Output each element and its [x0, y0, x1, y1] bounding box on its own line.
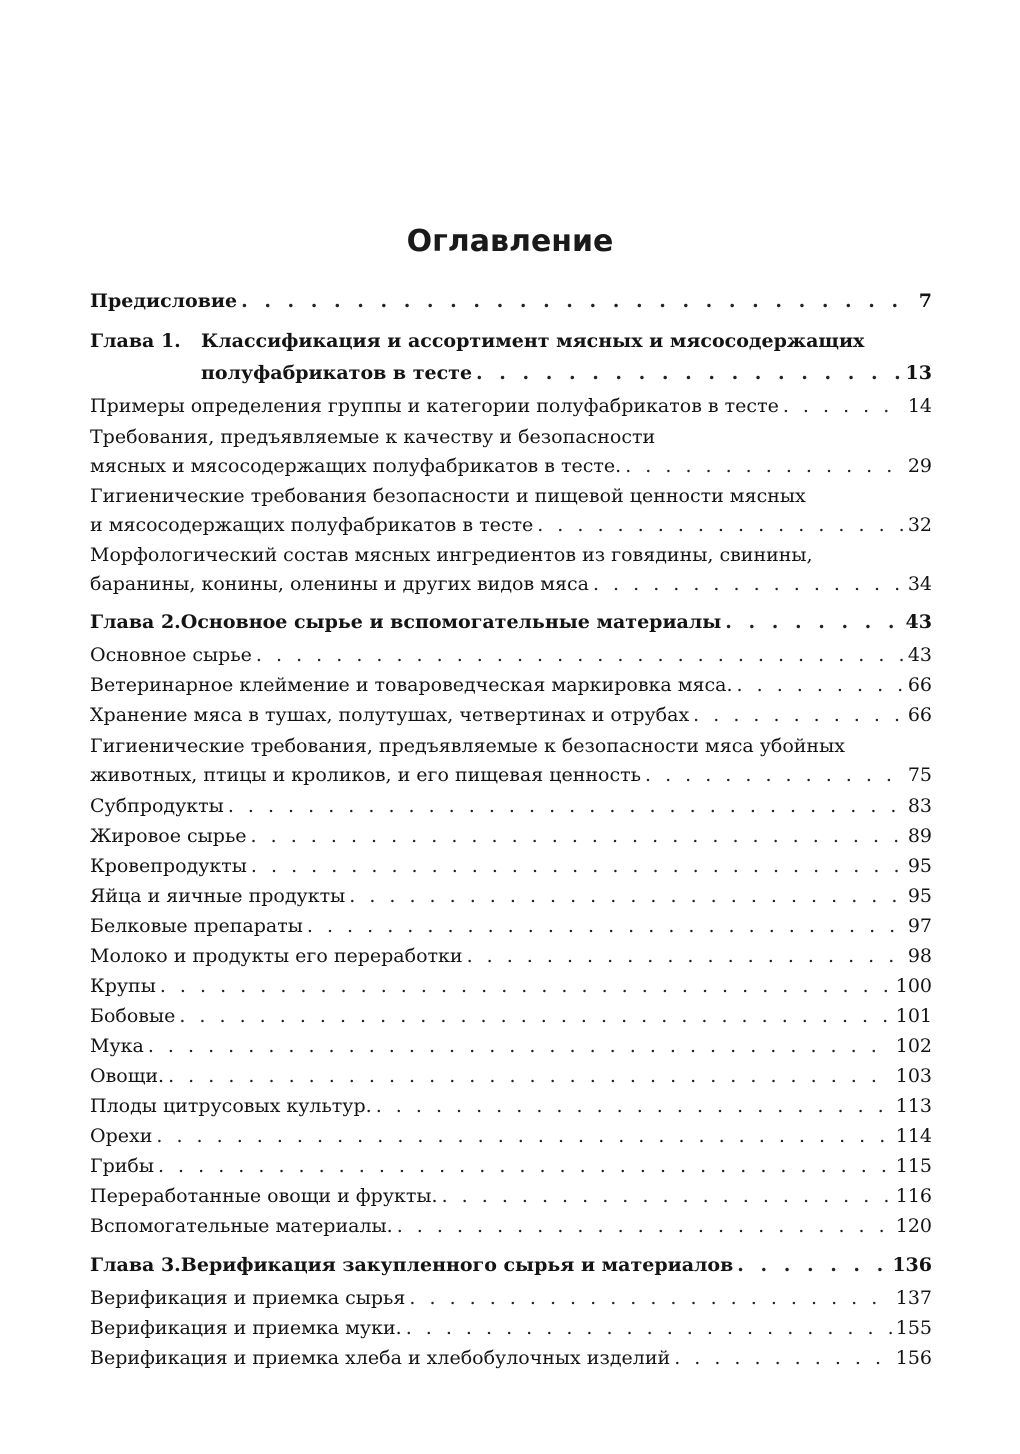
dot-leader [158, 1151, 892, 1181]
toc-section-entry[interactable] [90, 700, 932, 730]
toc-entry-title: Белковые препараты [90, 915, 303, 937]
toc-entry-title: баранины, конины, оленины и других видов мяса [90, 572, 589, 595]
toc-page-number: 98 [907, 945, 932, 967]
dot-leader [693, 700, 904, 730]
toc-page-number: 43 [907, 644, 932, 666]
toc-page-number: 115 [895, 1155, 932, 1177]
toc-page-number: 113 [895, 1095, 932, 1117]
toc-section-entry[interactable] [90, 1151, 932, 1181]
toc-entry-title: Переработанные овощи и фрукты. [90, 1185, 438, 1207]
toc-entry-title: Основное сырье [90, 644, 252, 666]
toc-entry-title: мясных и мясосодержащих полуфабрикатов в тесте. [90, 454, 622, 477]
toc-entry-title: Гигиенические требования, предъявляемые к безопасности мяса убойных [90, 735, 845, 757]
toc-entry-title: Субпродукты [90, 795, 224, 817]
toc-entry-title: Гигиенические требования безопасности и пищевой ценности мясных [90, 485, 806, 507]
toc-chapter-label: Глава 3. [90, 1254, 181, 1276]
dot-leader [406, 1313, 892, 1343]
dot-leader [251, 821, 904, 851]
toc-entry-title: Яйца и яичные продукты [90, 885, 346, 907]
toc-page-number: 97 [907, 915, 932, 937]
dot-leader [674, 1343, 892, 1373]
toc-page-number: 100 [895, 975, 932, 997]
toc-section-entry[interactable] [90, 1091, 932, 1121]
toc-page-number: 66 [907, 704, 932, 726]
toc-section-entry[interactable] [90, 423, 932, 480]
dot-leader [241, 283, 915, 319]
toc-entry-title: Хранение мяса в тушах, полутушах, четвертинах и отрубах [90, 704, 690, 726]
toc-page-number: 155 [895, 1317, 932, 1339]
toc-section-entry[interactable] [90, 640, 932, 670]
toc-entry-title: Ветеринарное клеймение и товароведческая маркировка мяса. [90, 674, 733, 696]
toc-section-entry[interactable] [90, 941, 932, 971]
dot-leader [307, 911, 904, 941]
toc-section-entry[interactable] [90, 971, 932, 1001]
dot-leader [156, 1121, 891, 1151]
toc-page-number: 101 [895, 1005, 932, 1027]
toc-section-entry[interactable] [90, 1061, 932, 1091]
toc-page-number: 29 [907, 454, 932, 477]
toc-page-number: 136 [892, 1254, 932, 1276]
dot-leader [476, 357, 902, 389]
toc-page-number: 7 [918, 290, 932, 312]
toc-page-number: 34 [907, 572, 932, 595]
toc-section-entry[interactable] [90, 791, 932, 821]
dot-leader [645, 761, 904, 790]
toc-entry-title: Овощи. [90, 1065, 165, 1087]
toc-chapter-entry[interactable] [90, 325, 932, 389]
toc-entry-title: и мясосодержащих полуфабрикатов в тесте [90, 513, 534, 536]
toc-chapter-label: Глава 1. [90, 330, 181, 352]
dot-leader [593, 570, 904, 599]
toc-entry-title: Верификация закупленного сырья и материалов [180, 1254, 734, 1276]
toc-page-number: 13 [905, 362, 932, 384]
toc-page-number: 66 [907, 674, 932, 696]
toc-page-number: 103 [895, 1065, 932, 1087]
dot-leader [409, 1283, 891, 1313]
toc-entry-title: Верификация и приемка сырья [90, 1287, 406, 1309]
dot-leader [725, 604, 901, 640]
toc-section-entry[interactable] [90, 541, 932, 598]
toc-page-number: 95 [907, 885, 932, 907]
toc-entry-title: животных, птицы и кроликов, и его пищевая ценность [90, 763, 641, 786]
dot-leader [168, 1061, 892, 1091]
toc-page-number: 95 [907, 855, 932, 877]
toc-entry-title: Молоко и продукты его переработки [90, 945, 463, 967]
dot-leader [397, 1211, 892, 1241]
dot-leader [349, 881, 904, 911]
toc-entry-title: Орехи [90, 1125, 153, 1147]
dot-leader [442, 1181, 892, 1211]
toc-entry-title: Вспомогательные материалы. [90, 1215, 393, 1237]
toc-page-number: 156 [895, 1347, 932, 1369]
dot-leader [256, 640, 904, 670]
toc-entry-title: Примеры определения группы и категории полуфабрикатов в тесте [90, 395, 779, 417]
toc-entry-title: Мука [90, 1035, 144, 1057]
toc-section-entry[interactable] [90, 881, 932, 911]
toc-section-entry[interactable] [90, 1211, 932, 1241]
dot-leader [228, 791, 904, 821]
toc-page-number: 89 [907, 825, 932, 847]
dot-leader [251, 851, 904, 881]
toc-section-entry[interactable] [90, 1031, 932, 1061]
toc-section-entry[interactable] [90, 670, 932, 700]
toc-page-number: 116 [895, 1185, 932, 1207]
toc-section-entry[interactable] [90, 1313, 932, 1343]
toc-entry-title: Грибы [90, 1155, 154, 1177]
toc-entry-title: Требования, предъявляемые к качеству и безопасности [90, 426, 656, 448]
toc-entry-title: полуфабрикатов в тесте [201, 362, 473, 384]
toc-page-number: 43 [905, 611, 932, 633]
toc-chapter-entry[interactable] [90, 1247, 932, 1283]
toc-chapter-entry[interactable] [90, 604, 932, 640]
toc-entry-title: Классификация и ассортимент мясных и мясосодержащих [201, 330, 865, 352]
toc-page-number: 83 [907, 795, 932, 817]
toc-section-entry[interactable] [90, 1343, 932, 1373]
toc-section-entry[interactable] [90, 1001, 932, 1031]
toc-page-number: 32 [907, 513, 932, 536]
table-of-contents [90, 283, 932, 1373]
page-title: Оглавление [406, 224, 614, 259]
toc-section-entry[interactable] [90, 911, 932, 941]
toc-section-entry[interactable] [90, 391, 932, 421]
dot-leader [467, 941, 904, 971]
dot-leader [148, 1031, 892, 1061]
toc-section-entry[interactable] [90, 482, 932, 539]
dot-leader [737, 670, 904, 700]
dot-leader [783, 391, 904, 421]
toc-page-number: 102 [895, 1035, 932, 1057]
toc-section-entry[interactable] [90, 821, 932, 851]
toc-entry-title: Плоды цитрусовых культур. [90, 1095, 372, 1117]
toc-section-entry[interactable] [90, 851, 932, 881]
toc-page-number: 114 [895, 1125, 932, 1147]
toc-chapter-label: Глава 2. [90, 611, 181, 633]
toc-section-entry[interactable] [90, 732, 932, 789]
toc-entry-title: Бобовые [90, 1005, 176, 1027]
toc-page-number: 137 [895, 1287, 932, 1309]
dot-leader [737, 1247, 888, 1283]
dot-leader [179, 1001, 891, 1031]
dot-leader [625, 452, 904, 481]
toc-entry-title: Кровепродукты [90, 855, 247, 877]
toc-entry-title: Крупы [90, 975, 156, 997]
toc-section-entry[interactable] [90, 1181, 932, 1211]
toc-chapter-entry[interactable] [90, 283, 932, 319]
toc-page-number: 14 [907, 395, 932, 417]
dot-leader [376, 1091, 892, 1121]
toc-entry-title: Морфологический состав мясных ингредиентов из говядины, свинины, [90, 544, 813, 566]
toc-entry-title: Верификация и приемка муки. [90, 1317, 402, 1339]
dot-leader [160, 971, 892, 1001]
toc-entry-title: Жировое сырье [90, 825, 247, 847]
toc-page-number: 120 [895, 1215, 932, 1237]
dot-leader [537, 511, 904, 540]
toc-entry-title: Основное сырье и вспомогательные материалы [180, 611, 722, 633]
toc-entry-title: Верификация и приемка хлеба и хлебобулочных изделий [90, 1347, 671, 1369]
toc-page-number: 75 [907, 763, 932, 786]
toc-section-entry[interactable] [90, 1121, 932, 1151]
toc-entry-title: Предисловие [90, 290, 238, 312]
toc-section-entry[interactable] [90, 1283, 932, 1313]
